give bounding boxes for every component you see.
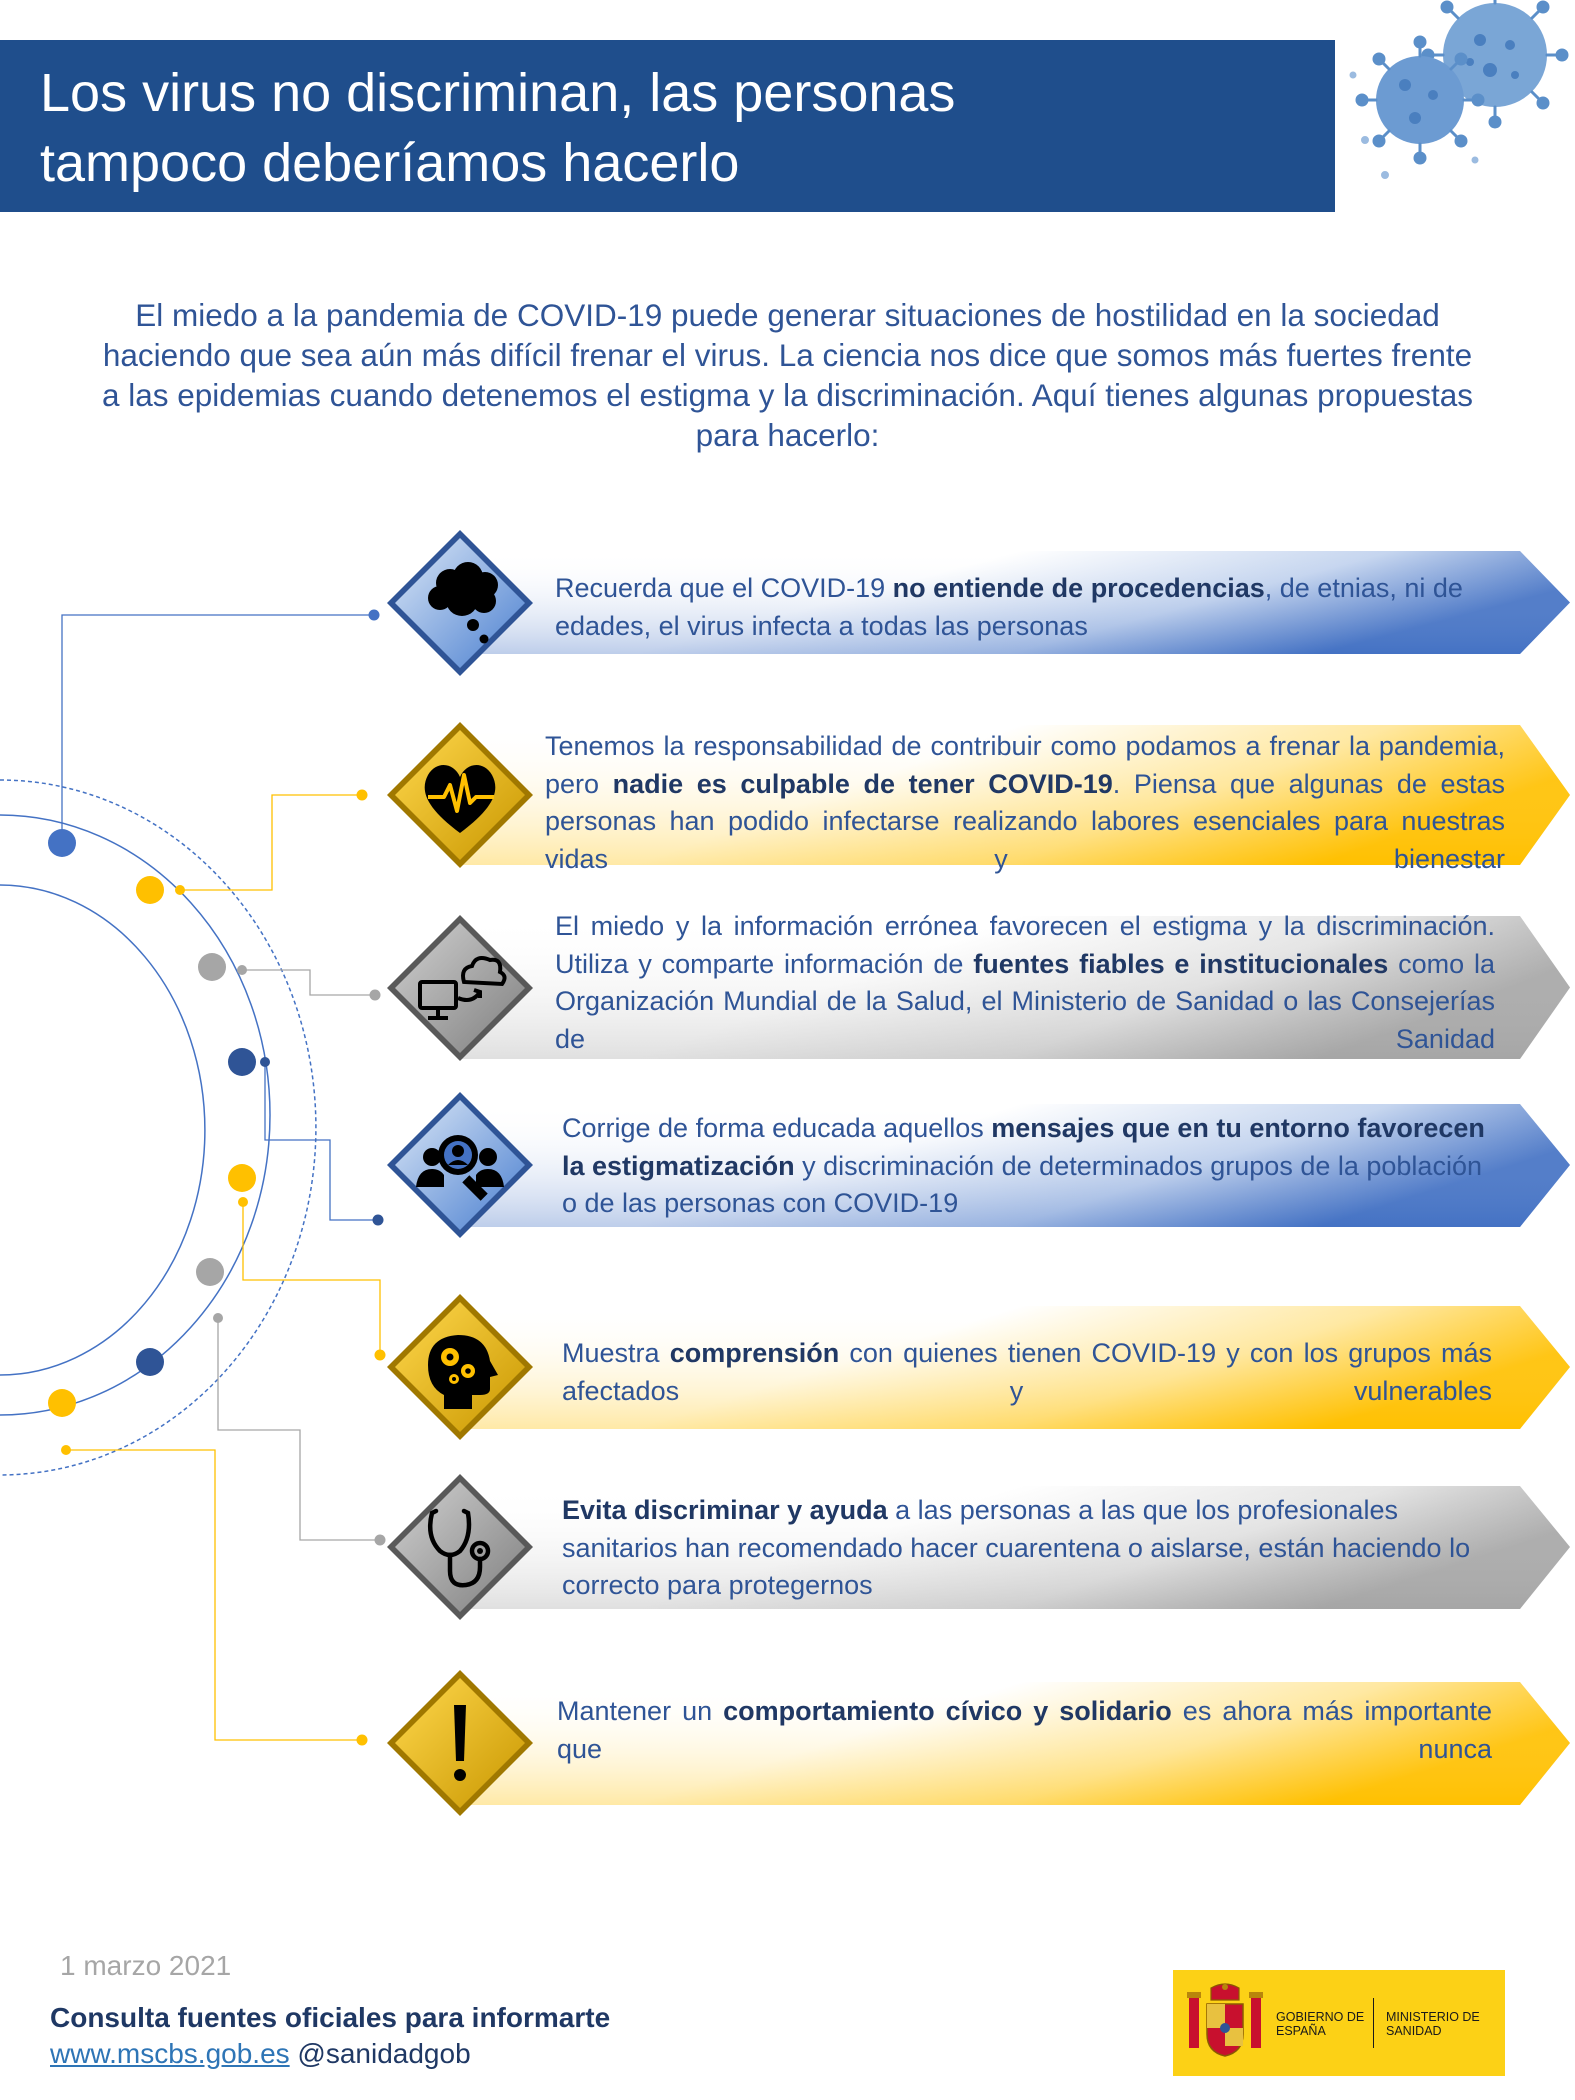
- twitter-handle: @sanidadgob: [289, 2038, 471, 2069]
- footer-links: [50, 2038, 471, 2070]
- recommendation-card: [380, 900, 1575, 1075]
- intro-line-3: a las epidemias cuando detenemos el estigma y la discriminación. Aquí tienes algunas propuestas: [101, 377, 1474, 413]
- logo-divider: [1373, 1998, 1374, 2048]
- recommendation-text: [555, 570, 1495, 645]
- website-link[interactable]: www.mscbs.gob.es: [50, 2038, 290, 2069]
- icon-diamond: [385, 720, 535, 870]
- text-highlight: Evita discriminar y ayuda: [562, 1495, 888, 1525]
- text-part: Corrige de forma educada aquellos: [562, 1113, 992, 1143]
- text-part: como la Organización Mundial de la Salud, el Ministerio de Sanidad o las Consejerías de Sanidad: [555, 948, 1495, 1054]
- text-highlight: nadie es culpable de tener COVID-19: [612, 768, 1113, 799]
- recommendation-card: [380, 1668, 1575, 1818]
- text-highlight: mensajes que en tu entorno favorecen la estigmatización: [562, 1113, 1485, 1181]
- text-part: . Piensa que algunas de estas personas han podido infectarse realizando labores esenciales para nuestras vidas y bienestar: [545, 768, 1505, 874]
- text-part: con quienes tienen COVID-19 y con los grupos más afectados y vulnerables: [562, 1338, 1492, 1406]
- gov-label: GOBIERNO DE ESPAÑA: [1276, 2010, 1365, 2038]
- page-title-line-2: tampoco deberíamos hacerlo: [40, 133, 740, 193]
- recommendation-card: [380, 710, 1575, 880]
- text-part: es ahora más importante que nunca: [557, 1696, 1493, 1764]
- government-logo: [1173, 1970, 1505, 2076]
- recommendation-card: [380, 1292, 1575, 1442]
- virus-illustration-icon: [1345, 0, 1575, 190]
- text-part: El miedo y la información errónea favorecen el estigma y la discriminación. Utiliza y comparte información de: [555, 911, 1495, 979]
- recommendation-text: [562, 1110, 1492, 1223]
- title-banner: [0, 40, 1335, 212]
- icon-diamond: [385, 913, 535, 1063]
- text-part: Recuerda que el COVID-19: [555, 573, 893, 603]
- page-title: [40, 58, 1315, 198]
- text-highlight: comportamiento cívico y solidario: [723, 1696, 1172, 1726]
- recommendation-text: [562, 1335, 1492, 1410]
- recommendation-card: [380, 1090, 1575, 1240]
- ministry-label: MINISTERIO DE SANIDAD: [1386, 2010, 1480, 2038]
- icon-diamond: [385, 1668, 535, 1818]
- text-highlight: no entiende de procedencias: [892, 573, 1265, 603]
- recommendation-card: [380, 540, 1575, 665]
- recommendation-text: [557, 1693, 1492, 1768]
- intro-line-2: haciendo que sea aún más difícil frenar el virus. La ciencia nos dice que somos más fuertes frente: [102, 337, 1473, 373]
- virus-particle-small: [1357, 37, 1483, 163]
- intro-line-4: para hacerlo:: [695, 417, 880, 453]
- dot: [48, 829, 76, 857]
- middle-arc: [0, 815, 270, 1415]
- intro-line-1: El miedo a la pandemia de COVID-19 puede generar situaciones de hostilidad en la sociedad: [135, 297, 1440, 333]
- recommendation-card: [380, 1472, 1575, 1622]
- page-title-line-1: Los virus no discriminan, las personas: [40, 63, 956, 123]
- recommendation-text: [545, 728, 1505, 878]
- icon-diamond: [385, 1292, 535, 1442]
- recommendation-text: [562, 1492, 1492, 1605]
- coat-of-arms-icon: [1185, 1982, 1265, 2064]
- sources-heading: Consulta fuentes oficiales para informarte: [50, 2002, 611, 2033]
- text-part: a las personas a las que los profesionales sanitarios han recomendado hacer cuarentena o aislarse, están haciendo lo correcto para protegernos: [562, 1495, 1471, 1600]
- text-part: , de etnias, ni de edades, el virus infecta a todas las personas: [555, 573, 1463, 641]
- text-part: Muestra: [562, 1338, 670, 1368]
- icon-diamond: [385, 1090, 535, 1240]
- inner-arc: [0, 885, 205, 1375]
- icon-diamond: [385, 528, 535, 678]
- text-part: y discriminación de determinados grupos de la población o de las personas con COVID-19: [562, 1150, 1482, 1218]
- text-part: Tenemos la responsabilidad de contribuir como podamos a frenar la pandemia, pero: [545, 731, 1505, 799]
- intro-paragraph: [60, 295, 1515, 455]
- icon-diamond: [385, 1472, 535, 1622]
- publication-date: 1 marzo 2021: [60, 1950, 232, 1981]
- text-highlight: fuentes fiables e institucionales: [973, 948, 1389, 979]
- outer-arc-dashed: [0, 780, 316, 1475]
- text-highlight: comprensión: [669, 1338, 840, 1368]
- text-part: Mantener un: [557, 1696, 724, 1726]
- recommendation-text: [555, 908, 1495, 1058]
